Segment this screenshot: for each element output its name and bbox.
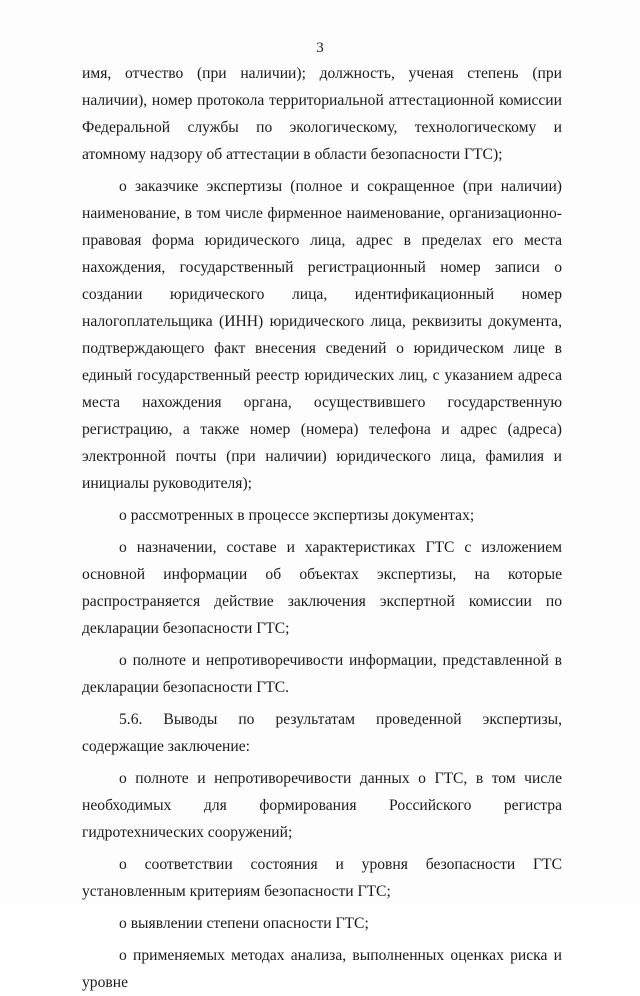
paragraph-safety-compliance: о соответствии состояния и уровня безопасности ГТС установленным критериям безопасности ГТС; [82, 856, 562, 900]
paragraph-gts-purpose: о назначении, составе и характеристиках ГТС с изложением основной информации об объектах экспертизы, на которые распространяется действие заключения экспертной комиссии по декларации безопасности ГТС; [82, 539, 562, 637]
document-body [82, 60, 562, 996]
paragraph-analysis-methods: о применяемых методах анализа, выполненных оценках риска и уровне [82, 947, 562, 991]
paragraph-hazard-degree: о выявлении степени опасности ГТС; [119, 915, 369, 932]
page-number: 3 [316, 40, 324, 56]
paragraph-customer-info: о заказчике экспертизы (полное и сокращенное (при наличии) наименование, в том числе фирменное наименование, организационно-правовая форма юридического лица, адрес в пределах его места нахождения, государственный регистрационный номер записи о создании юридического лица, идентификационный номер налогоплательщика (ИНН) юридического лица, реквизиты документа, подтверждающего факт внесения сведений о юридическом лице в единый государственный реестр юридических лиц, с указанием адреса места нахождения органа, осуществившего государственную регистрацию, а также номер (номера) телефона и адрес (адреса) электронной почты (при наличии) юридического лица, фамилия и инициалы руководителя); [82, 178, 562, 492]
paragraph-info-completeness: о полноте и непротиворечивости информации, представленной в декларации безопасности ГТС. [82, 652, 562, 696]
paragraph-section-5-6: 5.6. Выводы по результатам проведенной экспертизы, содержащие заключение: [82, 711, 562, 755]
paragraph-reviewed-documents: о рассмотренных в процессе экспертизы документах; [119, 507, 475, 524]
paragraph-expert-details-continuation: имя, отчество (при наличии); должность, ученая степень (при наличии), номер протокола территориальной аттестационной комиссии Федеральной службы по экологическому, технологическому и атомному надзору об аттестации в области безопасности ГТС); [82, 65, 562, 163]
paragraph-data-completeness: о полноте и непротиворечивости данных о ГТС, в том числе необходимых для формирования Российского регистра гидротехнических сооружений; [82, 770, 562, 841]
